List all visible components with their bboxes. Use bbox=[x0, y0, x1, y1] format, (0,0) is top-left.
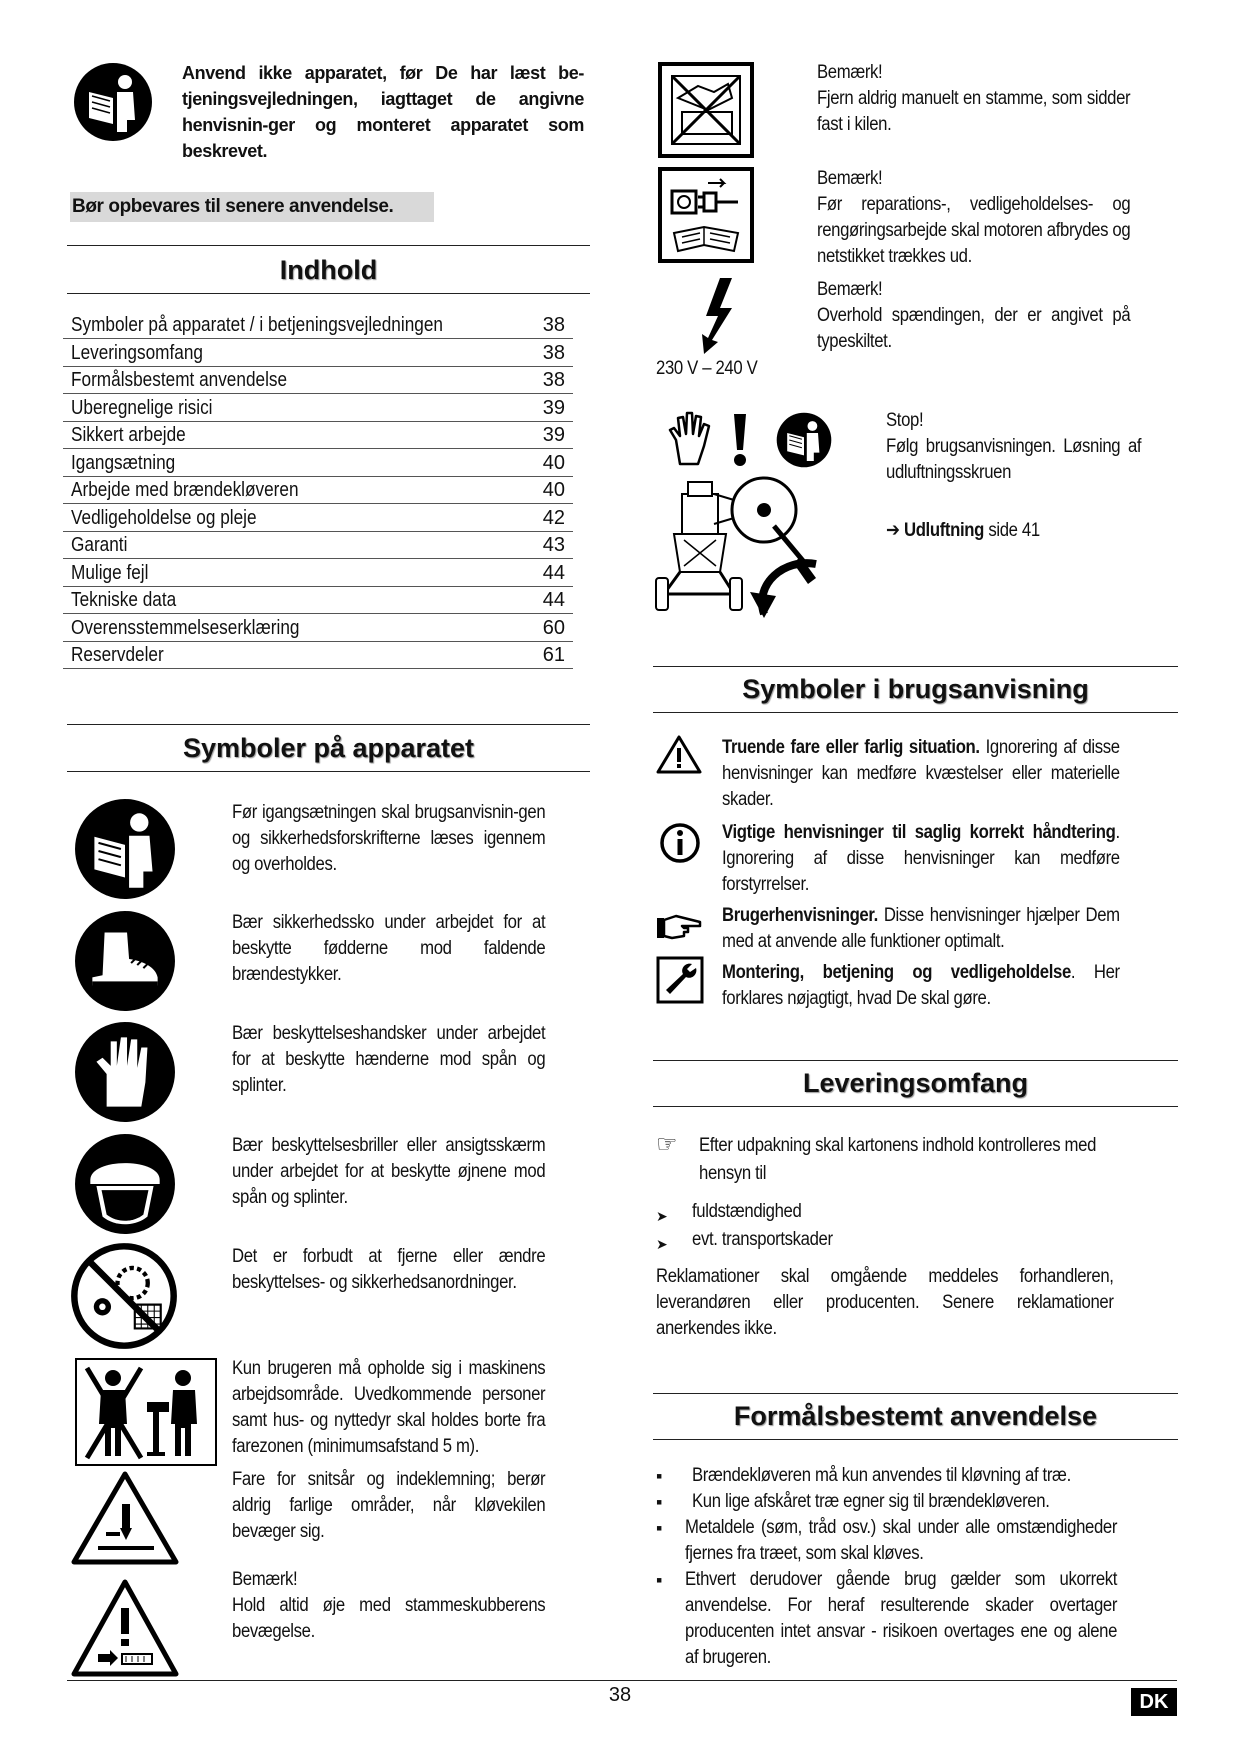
symbol-text-1: Før igangsætningen skal brugsanvisnin-gen og sikkerhedsforskrifterne læses igennem og overholdes. bbox=[232, 802, 546, 875]
purpose-bullet-3: ▪ bbox=[656, 1518, 662, 1538]
toc-row[interactable] bbox=[63, 312, 573, 339]
manual-symbol-3: Brugerhenvisninger. Disse henvisninger hjælper Dem med at anvende alle funktioner optimalt. bbox=[722, 905, 1120, 952]
delivery-title: Leveringsomfang bbox=[802, 1068, 1029, 1098]
note-3-text: Overhold spændingen, der er angivet på typeskiltet. bbox=[817, 305, 1131, 352]
symbol-text-4: Bær beskyttelsesbriller eller ansigtsskærm under arbejdet for at beskytte øjnene mod spån og splinter. bbox=[232, 1135, 546, 1208]
toc-label: Garanti bbox=[71, 534, 128, 556]
purpose-item-4: Ethvert derudover gående brug gælder som ukorrekt anvendelse. For heraf resulterende skader overtager producenten intet ansvar - risikoen overtages ene og alene af brugeren. bbox=[685, 1569, 1118, 1668]
toc-label: Formålsbestemt anvendelse bbox=[71, 369, 288, 391]
toc-label: Vedligeholdelse og pleje bbox=[71, 506, 257, 529]
toc-title: Indhold bbox=[279, 255, 378, 285]
note-1-title: Bemærk! bbox=[817, 62, 883, 83]
toc-page: 60 bbox=[542, 616, 565, 639]
toc-row[interactable] bbox=[63, 367, 573, 394]
delivery-intro: Efter udpakning skal kartonens indhold kontrolleres med hensyn til bbox=[699, 1135, 1097, 1184]
toc-page: 61 bbox=[542, 644, 565, 666]
symbol-text-3: Bær beskyttelseshandsker under arbejdet for at beskytte hænderne mod spån og splinter. bbox=[232, 1023, 546, 1096]
toc-page: 39 bbox=[542, 396, 565, 419]
symbol-text-7: Fare for snitsår og indeklemning; berør aldrig farlige områder, når kløvekilen bevæger sig. bbox=[232, 1469, 546, 1542]
toc-label: Uberegnelige risici bbox=[71, 396, 213, 419]
manual-symbol-2: Vigtige henvisninger til saglig korrekt håndtering. Ignorering af disse henvisninger kan medføre forstyrrelser. bbox=[722, 822, 1120, 895]
symbol-text-6: Kun brugeren må opholde sig i maskinens arbejdsområde. Uvedkommende personer samt hus- og nyttedyr skal holdes borte fra farezonen (minimumsafstand 5 m). bbox=[232, 1358, 546, 1457]
unplug-before-maintenance-icon bbox=[658, 167, 754, 263]
no-manual-removal-icon bbox=[658, 62, 754, 158]
toc-row[interactable] bbox=[63, 422, 573, 449]
purpose-bullet-1: ▪ bbox=[656, 1466, 662, 1486]
stop-hand-icon bbox=[666, 410, 716, 466]
toc-row[interactable] bbox=[63, 340, 573, 367]
delivery-bullet-1: ➤ bbox=[656, 1208, 668, 1224]
note-2-title: Bemærk! bbox=[817, 168, 883, 189]
symbol-title-8: Bemærk! bbox=[232, 1569, 298, 1590]
toc-row[interactable] bbox=[63, 450, 573, 477]
symbols-device-title: Symboler på apparatet bbox=[182, 733, 475, 763]
toc-page: 38 bbox=[542, 314, 565, 336]
toc-row[interactable] bbox=[63, 505, 573, 532]
toc-label: Tekniske data bbox=[71, 589, 177, 611]
toc-label: Arbejde med brændekløveren bbox=[71, 479, 299, 501]
stop-text: Følg brugsanvisningen. Løsning af udluftningsskruen bbox=[886, 436, 1142, 483]
toc-label: Igangsætning bbox=[71, 451, 176, 474]
note-1-text: Fjern aldrig manuelt en stamme, som sidder fast i kilen. bbox=[817, 88, 1131, 135]
page-number: 38 bbox=[608, 1684, 632, 1706]
toc-label: Reservdeler bbox=[71, 644, 164, 666]
stop-link-bold: Udluftning bbox=[903, 520, 985, 541]
toc-page: 39 bbox=[542, 424, 565, 446]
keep-for-later: Bør opbevares til senere anvendelse. bbox=[70, 192, 434, 222]
toc-page: 38 bbox=[542, 341, 565, 364]
read-manual-icon bbox=[73, 62, 153, 142]
toc-row[interactable] bbox=[63, 477, 573, 504]
purpose-item-1: Brændekløveren må kun anvendes til kløvning af træ. bbox=[692, 1465, 1071, 1486]
delivery-note: Reklamationer skal omgående meddeles forhandleren, leverandøren eller producenten. Senere reklamationer anerkendes ikke. bbox=[656, 1266, 1114, 1339]
log-pusher-warning-icon bbox=[70, 1578, 180, 1678]
toc-page: 43 bbox=[542, 534, 565, 556]
read-manual-icon bbox=[776, 412, 832, 468]
pointing-hand-icon bbox=[654, 912, 704, 942]
toc-page: 42 bbox=[542, 506, 565, 529]
stop-link[interactable] bbox=[886, 518, 1141, 544]
purpose-title: Formålsbestemt anvendelse bbox=[733, 1401, 1098, 1431]
delivery-bullet-2: ➤ bbox=[656, 1236, 668, 1252]
toc-label: Leveringsomfang bbox=[71, 341, 203, 364]
vent-screw-illustration bbox=[654, 474, 842, 618]
read-manual-icon bbox=[74, 798, 176, 900]
toc-row[interactable] bbox=[63, 615, 573, 642]
toc-label: Overensstemmelseserklæring bbox=[71, 616, 300, 639]
toc-page: 38 bbox=[542, 369, 565, 391]
bystanders-prohibited-icon bbox=[75, 1358, 217, 1466]
toc-page: 40 bbox=[542, 451, 565, 474]
toc-row[interactable] bbox=[63, 642, 573, 669]
language-badge: DK bbox=[1131, 1688, 1177, 1716]
safety-shoe-icon bbox=[74, 910, 176, 1012]
toc-row[interactable] bbox=[63, 395, 573, 422]
purpose-bullet-4: ▪ bbox=[656, 1570, 662, 1590]
cutting-hazard-icon bbox=[70, 1470, 180, 1566]
exclamation-icon bbox=[730, 412, 750, 468]
toc-page: 40 bbox=[542, 479, 565, 501]
purpose-bullet-2: ▪ bbox=[656, 1492, 662, 1512]
toc-row[interactable] bbox=[63, 532, 573, 559]
voltage-icon bbox=[698, 276, 738, 354]
intro-warning: Anvend ikke apparatet, før De har læst be-tjeningsvejledningen, iagttaget de angivne henvisnin-ger og monteret apparatet som beskrevet. bbox=[182, 63, 584, 161]
delivery-item-2: evt. transportskader bbox=[692, 1229, 833, 1250]
manual-symbol-4: Montering, betjening og vedligeholdelse. Her forklares nøjagtigt, hvad De skal gøre. bbox=[722, 962, 1120, 1009]
wrench-icon bbox=[656, 956, 704, 1004]
glove-icon bbox=[74, 1021, 176, 1123]
symbols-manual-title: Symboler i brugsanvisning bbox=[742, 674, 1089, 704]
symbol-text-5: Det er forbudt at fjerne eller ændre beskyttelses- og sikkerhedsanordninger. bbox=[232, 1246, 546, 1293]
manual-symbol-1: Truende fare eller farlig situation. Ignorering af disse henvisninger kan medføre kvæstelser eller materielle skader. bbox=[722, 737, 1120, 810]
toc-page: 44 bbox=[542, 561, 565, 584]
info-icon bbox=[659, 822, 701, 864]
purpose-item-2: Kun lige afskåret træ egner sig til brændekløveren. bbox=[692, 1491, 1050, 1512]
voltage-label: 230 V – 240 V bbox=[656, 358, 758, 379]
no-guard-removal-icon bbox=[70, 1242, 178, 1350]
delivery-hand-icon: ☞ bbox=[656, 1131, 678, 1158]
delivery-item-1: fuldstændighed bbox=[692, 1201, 802, 1222]
purpose-item-3: Metaldele (søm, tråd osv.) skal under alle omstændigheder fjernes fra træet, som skal kløves. bbox=[685, 1517, 1118, 1564]
stop-link-page: side 41 bbox=[984, 520, 1040, 541]
toc-label: Symboler på apparatet / i betjeningsvejledningen bbox=[71, 314, 443, 336]
symbol-text-2: Bær sikkerhedssko under arbejdet for at beskytte fødderne mod faldende brændestykker. bbox=[232, 912, 546, 985]
toc-row[interactable] bbox=[63, 560, 573, 587]
toc-label: Sikkert arbejde bbox=[71, 424, 186, 446]
toc-row[interactable] bbox=[63, 587, 573, 614]
warning-triangle-icon bbox=[656, 734, 702, 774]
stop-title: Stop! bbox=[886, 410, 924, 431]
arrow-right-icon: ➔ bbox=[886, 520, 900, 541]
note-2-text: Før reparations-, vedligeholdelses- og rengøringsarbejde skal motoren afbrydes og netstikket trækkes ud. bbox=[817, 194, 1131, 267]
note-3-title: Bemærk! bbox=[817, 279, 883, 300]
symbol-text-8: Hold altid øje med stammeskubberens bevægelse. bbox=[232, 1595, 546, 1642]
toc-label: Mulige fejl bbox=[71, 561, 149, 584]
toc-page: 44 bbox=[542, 589, 565, 611]
face-shield-icon bbox=[74, 1133, 176, 1235]
